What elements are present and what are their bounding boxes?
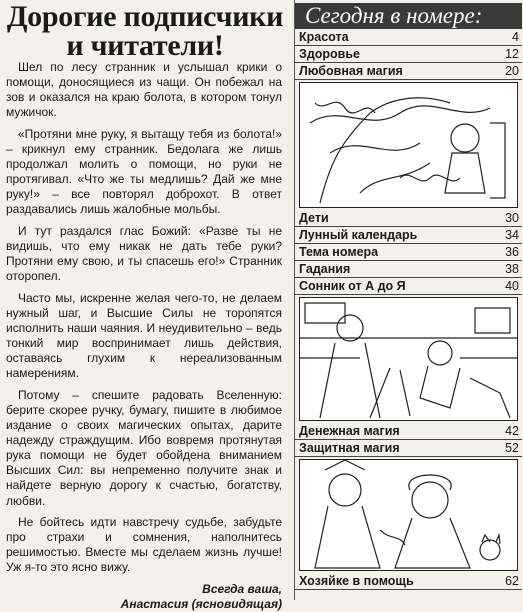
toc-item[interactable]: Денежная магия 42 — [295, 423, 522, 440]
illustration-village-drawing — [299, 297, 518, 421]
women-drawing-icon — [300, 460, 517, 570]
toc-item[interactable]: Гадания 38 — [295, 261, 522, 278]
toc-group-1 — [295, 29, 522, 80]
village-drawing-icon — [300, 298, 517, 420]
toc-banner: Сегодня в номере: — [295, 3, 522, 29]
toc-group-3 — [295, 423, 522, 457]
toc-item[interactable]: Защитная магия 52 — [295, 440, 522, 457]
toc-item[interactable]: Сонник от А до Я 40 — [295, 278, 522, 295]
paragraph: Шел по лесу странник и услышал крики о помощи, доносящиеся из чащи. Он побежал на зов и оказался на краю болота, в котором тонул мужичок. — [6, 60, 282, 120]
illustration-women-drawing — [299, 459, 518, 571]
paragraph: Часто мы, искренне желая чего-то, не делаем нужный шаг, и Высшие Силы не торопятся исполнить наши чаяния. И неудивительно – ведь тонкий мир воспринимает лишь действия, оставаясь глухим к нереализованным намерениям. — [6, 290, 282, 381]
toc-item[interactable]: Любовная магия 20 — [295, 63, 522, 80]
editorial-headline: Дорогие подписчики и читатели! — [6, 0, 284, 62]
paragraph: И тут раздался глас Божий: «Разве ты не видишь, что ему никак не дать тебе руки? Протяни ему свою, и ты спасешь его!» Странник оторопел. — [6, 223, 282, 284]
signature-greeting: Всегда ваша, — [202, 582, 282, 596]
paragraph: «Протяни мне руку, я вытащу тебя из болота!» – крикнул ему странник. Бедолага же лишь продолжал молить о помощи, но руки не протягивал. «Что же ты медлишь? Дай же мне руку!» – все повторял доброхот. В ответ раздавались лишь жалобные мольбы. — [6, 126, 282, 217]
toc-item[interactable]: Хозяйке в помощь 62 — [295, 573, 522, 590]
editorial-body — [6, 60, 282, 612]
toc-group-4 — [295, 573, 522, 590]
paragraph: Потому – спешите радовать Вселенную: берите скорее ручку, бумагу, пишите в любимое издание о своих магических опытах, дарите надежду страждущим. Ибо вовремя протянутая рука помощи не будет обойдена вниманием Высших Сил: вы непременно получите знак и найдете верную дорогу к счастью, богатству, любви. — [6, 387, 282, 508]
toc-item[interactable]: Красота 4 — [295, 29, 522, 46]
toc-item[interactable]: Лунный календарь 34 — [295, 227, 522, 244]
toc-item[interactable]: Тема номера 36 — [295, 244, 522, 261]
toc-column — [294, 0, 522, 600]
paragraph: Не бойтесь идти навстречу судьбе, забудьте про страхи и сомнения, наполнитесь решимостью. Вместе мы сделаем жизнь лучше! Уж я-то это ясно вижу. — [6, 515, 282, 575]
toc-group-2 — [295, 210, 522, 295]
witch-drawing-icon — [300, 83, 517, 207]
illustration-witch-drawing — [299, 82, 518, 208]
toc-item[interactable]: Дети 30 — [295, 210, 522, 227]
signature — [6, 582, 282, 612]
signature-name: Анастасия (ясновидящая) — [120, 597, 282, 611]
toc-item[interactable]: Здоровье 12 — [295, 46, 522, 63]
